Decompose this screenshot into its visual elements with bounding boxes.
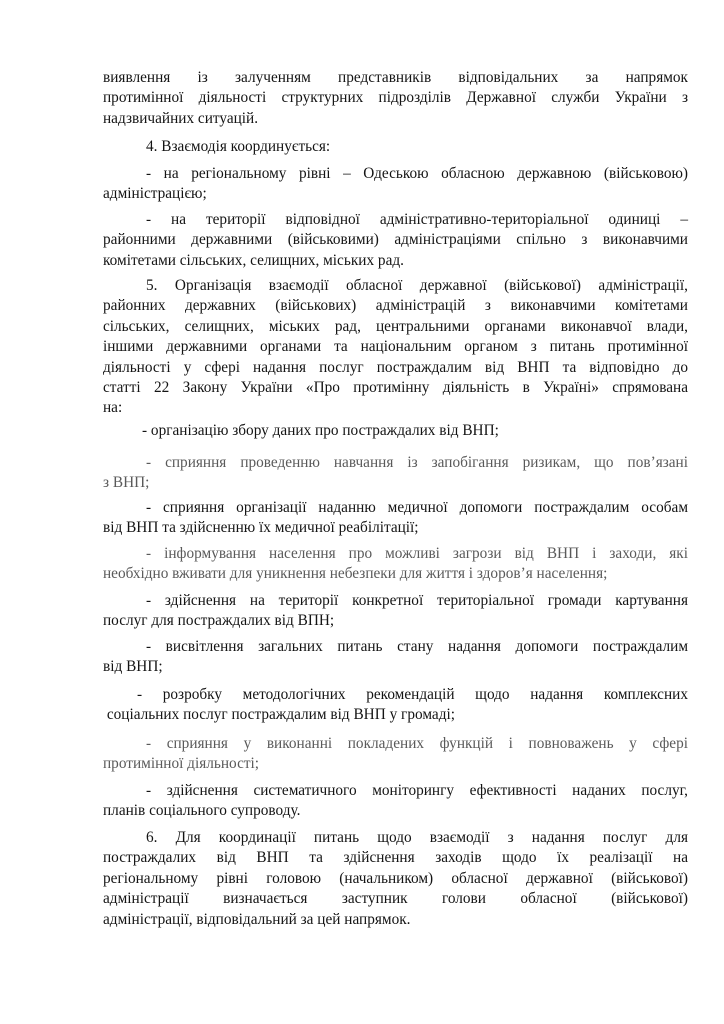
text-line: 6. Для координації питань щодо взаємодії з надання послуг для [146, 829, 688, 846]
text-line: - сприяння у виконанні покладених функцій і повноважень у сфері [146, 735, 688, 752]
text-line: постраждалих від ВНП та здійснення заходів щодо їх реалізації на [103, 849, 688, 867]
list-item-service-mapping [103, 591, 688, 632]
text-line: з ВНП; [103, 474, 150, 492]
list-item-training [103, 453, 688, 494]
list-item-methodology [103, 685, 688, 726]
text-line: - організацію збору даних про постраждалих від ВНП; [142, 422, 499, 439]
text-line: районними державними (військовими) адміністраціями спільно з виконавчими [103, 231, 688, 249]
section-4-heading [146, 137, 688, 157]
text-line: послуг для постраждалих від ВПН; [103, 612, 335, 630]
section-5-paragraph [103, 276, 688, 419]
text-line: - сприяння організації наданню медичної допомоги постраждалим особам [146, 499, 688, 516]
text-line: - висвітлення загальних питань стану надання допомоги постраждалим [146, 638, 688, 655]
text-line: - сприяння проведенню навчання із запобігання ризикам, що пов’язані [146, 454, 688, 471]
paragraph-regional-level [103, 164, 688, 205]
text-line: адміністрації визначається заступник голови обласної (військової) [103, 890, 688, 908]
text-line: протимінної діяльності структурних підрозділів Державної служби України з [103, 89, 688, 107]
text-line: від ВНП; [103, 658, 163, 676]
text-line: планів соціального супроводу. [103, 802, 301, 820]
text-line: протимінної діяльності; [103, 755, 260, 773]
text-line: соціальних послуг постраждалим від ВНП у громаді; [103, 706, 455, 724]
text-line: 5. Організація взаємодії обласної державної (військової) адміністрації, [146, 277, 688, 294]
paragraph-continuation [103, 68, 688, 129]
list-item-data-collection [142, 421, 688, 441]
text-line: від ВНП та здійсненню їх медичної реабілітації; [103, 519, 419, 537]
text-line: діяльності у сфері надання послуг постраждалим від ВНП та відповідно до [103, 358, 688, 376]
text-line: адміністрацією; [103, 185, 207, 203]
text-line: - на території відповідної адміністративно-територіальної одиниці – [146, 211, 688, 228]
text-line: статті 22 Закону України «Про протимінну діяльність в Україні» спрямована [103, 379, 688, 397]
text-line: виявлення із залученням представників відповідальних за напрямок [103, 69, 688, 86]
text-line: - здійснення систематичного моніторингу ефективності наданих послуг, [146, 782, 688, 799]
text-line: 4. Взаємодія координується: [146, 138, 331, 155]
text-line: комітетами сільських, селищних, міських рад. [103, 251, 404, 269]
text-line: - на регіональному рівні – Одеською обласною державною (військовою) [146, 165, 688, 182]
text-line: надзвичайних ситуацій. [103, 109, 259, 127]
text-line: на: [103, 399, 123, 417]
list-item-monitoring [103, 781, 688, 822]
text-line: - інформування населення про можливі загрози від ВНП і заходи, які [146, 545, 688, 562]
list-item-functions-support [103, 734, 688, 775]
list-item-medical-aid [103, 498, 688, 539]
paragraph-territorial-level [103, 210, 688, 271]
list-item-informing-population [103, 544, 688, 585]
text-line: - розробку методологічних рекомендацій щодо надання комплексних [137, 686, 688, 703]
list-item-coverage [103, 637, 688, 678]
text-line: районних державних (військових) адміністрацій з виконавчими комітетами [103, 297, 688, 315]
text-line: адміністрації, відповідальний за цей напрямок. [103, 910, 411, 928]
text-line: сільських, селищних, міських рад, центральними органами виконавчої влади, [103, 317, 688, 335]
text-line: іншими державними органами та національним органом з питань протимінної [103, 338, 688, 356]
text-line: - здійснення на території конкретної територіальної громади картування [146, 592, 688, 609]
section-6-paragraph [103, 828, 688, 930]
text-line: необхідно вживати для уникнення небезпеки для життя і здоров’я населення; [103, 565, 608, 583]
text-line: регіональному рівні головою (начальником) обласної державної (військової) [103, 869, 688, 887]
